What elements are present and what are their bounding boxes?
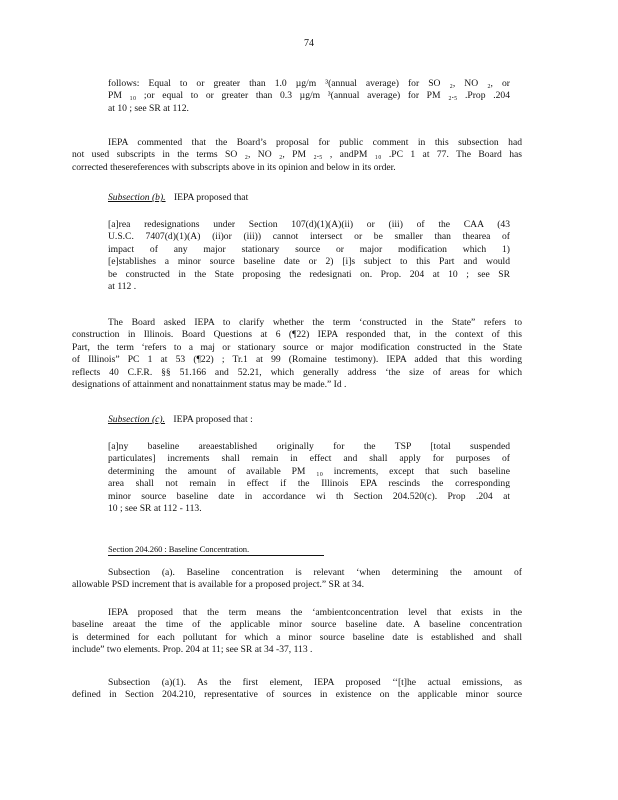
text-line: area shall not remain in effect if the Illinois EPA rescinds the corresponding	[108, 478, 510, 490]
para-4	[72, 567, 522, 592]
text-line: be constructed in the State proposing the redesignati on. Prop. 204 at 10 ; see SR	[108, 268, 510, 280]
subsection-b-heading	[108, 192, 248, 203]
text-line: corrected thesereferences with subscripts above in its opinion and below in its order.	[72, 161, 396, 173]
subsection-label: Subsection (b).	[108, 192, 166, 203]
subsection-text: IEPA proposed that	[173, 192, 249, 203]
text-line: IEPA commented that the Board’s proposal for public comment in this subsection had	[108, 137, 522, 148]
text-line: of Illinois” PC 1 at 53 (¶22) ; Tr.1 at 99 (Romaine testimony). IEPA added that this wording	[72, 354, 522, 366]
quote-1	[108, 219, 510, 293]
text-line: impact of any major stationary source or major modification which 1)	[108, 243, 510, 255]
text-line: 10 ; see SR at 112 - 113.	[108, 503, 202, 515]
text-line: construction in Illinois. Board Questions at 6 (¶22) IEPA responded that, in the context of this	[72, 329, 522, 341]
text-line: follows: Equal to or greater than 1.0 µg/m ³(annual average) for SO ₂, NO ₂, or	[108, 78, 510, 89]
para-6	[72, 677, 522, 702]
subsection-c-heading	[108, 414, 253, 425]
para-2	[72, 137, 522, 174]
text-line: [e]stablishes a minor source baseline date or 2) [i]s subject to this Part and would	[108, 256, 510, 268]
text-line: baseline areaat the time of the applicable minor source baseline date. A baseline concentration	[72, 619, 522, 631]
text-line: determining the amount of available PM ₁₀ increments, except that such baseline	[108, 465, 510, 477]
subsection-text: IEPA proposed that :	[173, 414, 253, 425]
text-line: is determined for each pollutant for which a minor source baseline date is established and shall	[72, 631, 522, 643]
text-line: minor source baseline date in accordance wi th Section 204.520(c). Prop .204 at	[108, 490, 510, 502]
text-line: reflects 40 C.F.R. §§ 51.166 and 52.21, which generally address ‘the size of areas for which	[72, 366, 522, 378]
section-heading: Section 204.260 : Baseline Concentration.	[108, 544, 324, 556]
text-line: at 112 .	[108, 281, 137, 293]
text-line: PM ₁₀ ;or equal to or greater than 0.3 µg/m ³(annual average) for PM ₂.₅ .Prop .204	[108, 90, 510, 102]
text-line: [a]ny baseline areaestablished originally for the TSP [total suspended	[108, 441, 510, 452]
text-line: The Board asked IEPA to clarify whether the term ‘constructed in the State” refers to	[108, 317, 522, 328]
text-line: designations of attainment and nonattainment status may be made.” Id .	[72, 379, 347, 391]
text-line: defined in Section 204.210, representative of sources in existence on the applicable minor source	[72, 689, 522, 701]
quote-2	[108, 441, 510, 515]
text-line: IEPA proposed that the term means the ‘ambientconcentration level that exists in the	[108, 607, 522, 618]
text-line: Subsection (a). Baseline concentration is relevant ‘when determining the amount of	[108, 567, 522, 578]
page-number: 74	[304, 38, 314, 49]
subsection-label: Subsection (c).	[108, 414, 166, 425]
text-line: particulates] increments shall remain in effect and shall apply for purposes of	[108, 453, 510, 465]
text-line: include” two elements. Prop. 204 at 11; see SR at 34 -37, 113 .	[72, 644, 313, 656]
text-line: U.S.C. 7407(d)(1)(A) (ii)or (iii)) cannot intersect or be smaller than thearea of	[108, 231, 510, 243]
text-line: not used subscripts in the terms SO ₂, NO ₂, PM ₂.₅ , andPM ₁₀ .PC 1 at 77. The Board has	[72, 149, 522, 161]
para-5	[72, 607, 522, 657]
text-line: Part, the term ‘refers to a maj or stationary source or major modification constructed in the State	[72, 341, 522, 353]
text-line: at 10 ; see SR at 112.	[108, 102, 189, 114]
para-3	[72, 317, 522, 391]
text-line: Subsection (a)(1). As the first element, IEPA proposed ‘‘[t]he actual emissions, as	[108, 677, 522, 688]
text-line: [a]rea redesignations under Section 107(d)(1)(A)(ii) or (iii) of the CAA (43	[108, 219, 510, 230]
para-1	[108, 78, 510, 115]
text-line: allowable PSD increment that is available for a proposed project.” SR at 34.	[72, 579, 364, 591]
